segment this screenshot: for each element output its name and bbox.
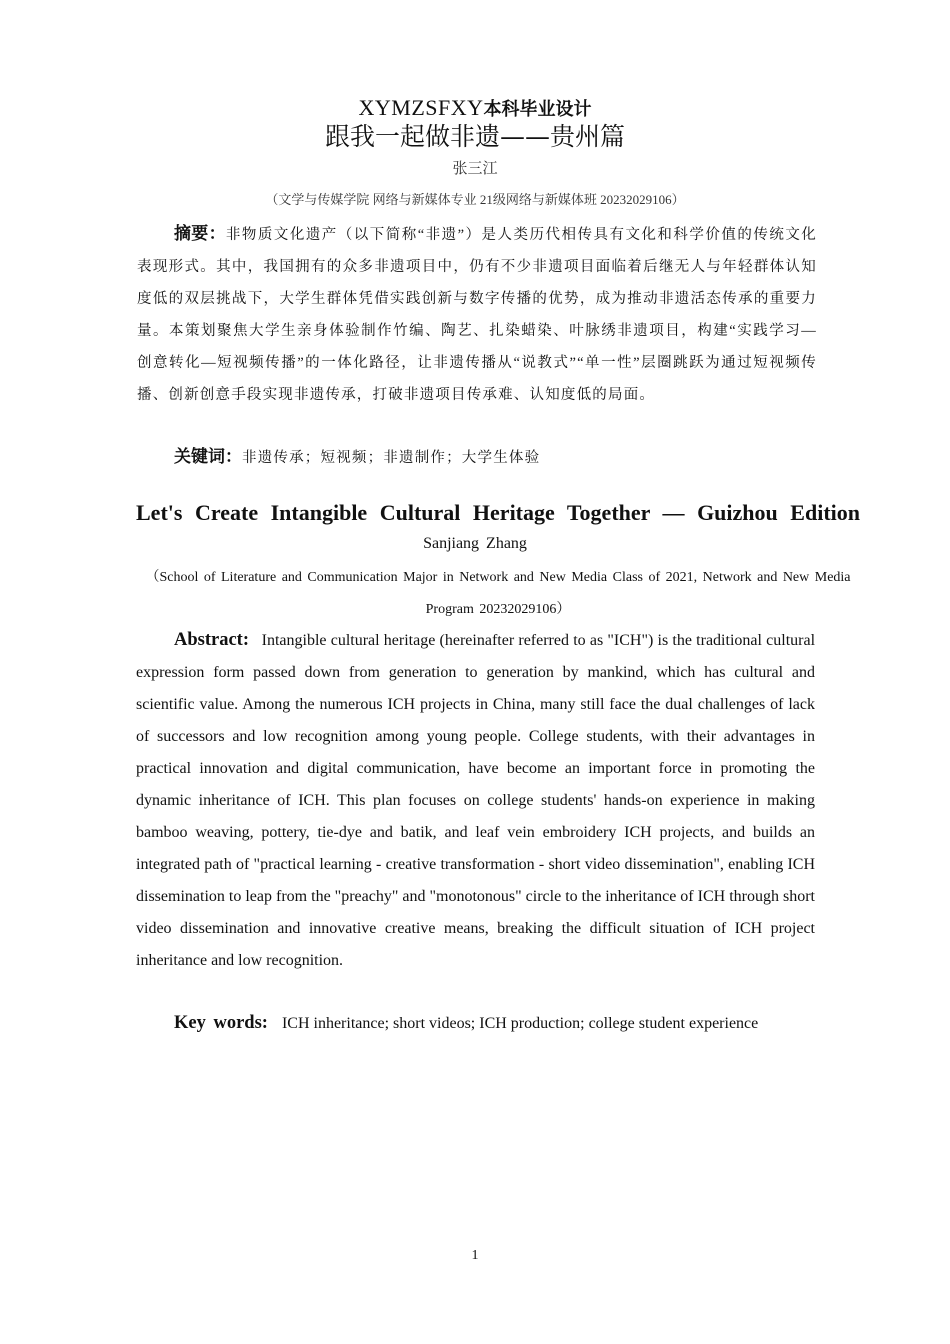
chinese-title: 跟我一起做非遗——贵州篇 xyxy=(324,122,625,151)
series-code: XYMZSFXY xyxy=(358,95,484,120)
english-abstract xyxy=(136,624,815,977)
chinese-keywords-label: 关键词： xyxy=(174,447,242,467)
english-title: Let's Create Intangible Cultural Heritage Together — Guizhou Edition xyxy=(136,500,860,525)
series-label: 本科毕业设计 xyxy=(483,99,592,120)
chinese-abstract-label: 摘要： xyxy=(174,224,226,244)
series-title xyxy=(0,94,950,124)
chinese-abstract-text: 非物质文化遗产（以下简称“非遗”）是人类历代相传具有文化和科学价值的传统文化表现形式。其中，我国拥有的众多非遗项目中，仍有不少非遗项目面临着后继无人与年轻群体认知度低的双层挑战下，大学生群体凭借实践创新与数字传播的优势，成为推动非遗活态传承的重要力量。本策划聚焦大学生亲身体验制作竹编、陶艺、扎染蜡染、叶脉绣非遗项目，构建“实践学习—创意转化—短视频传播”的一体化路径，让非遗传播从“说教式”“单一性”层圈跳跃为通过短视频传播、创新创意手段实现非遗传承，打破非遗项目传承难、认知度低的局面。 xyxy=(137,227,818,403)
page-number: 1 xyxy=(471,1248,479,1263)
chinese-keywords-text: 非遗传承；短视频；非遗制作；大学生体验 xyxy=(242,450,541,466)
chinese-abstract xyxy=(137,218,817,411)
english-abstract-text: Intangible cultural heritage (hereinafter referred to as "ICH") is the traditional cultural expression form passed down from generation to generation by mankind, which has cultural and scientific value. Among the numerous ICH projects in China, many still face the dual challenges of lack of successors and low recognition among young people. College students, with their advantages in practical innovation and digital communication, have become an important force in promoting the dynamic inheritance of ICH. This plan focuses on college students' hands-on experience in making bamboo weaving, pottery, tie-dye and batik, and leaf vein embroidery ICH projects, and builds an integrated path of "practical learning - creative transformation - short video dissemination", enabling ICH dissemination to leap from the "preachy" and "monotonous" circle to the inheritance of ICH through short video dissemination and innovative creative means, breaking the difficult situation of ICH project inheritance and low recognition. xyxy=(136,632,816,969)
english-abstract-label: Abstract: xyxy=(174,630,250,650)
chinese-author: 张三江 xyxy=(452,161,498,177)
english-keywords-label: Key words: xyxy=(174,1013,268,1033)
english-affiliation: （School of Literature and Communication Major in Network and New Media Class of 2021, Network and New Media Program 20232029106） xyxy=(145,570,851,617)
english-keywords xyxy=(174,1007,758,1040)
chinese-keywords xyxy=(174,441,540,474)
english-keywords-text: ICH inheritance; short videos; ICH production; college student experience xyxy=(281,1015,759,1032)
english-author: Sanjiang Zhang xyxy=(423,535,527,552)
chinese-affiliation: （文学与传媒学院 网络与新媒体专业 21级网络与新媒体班 20232029106） xyxy=(265,192,685,207)
